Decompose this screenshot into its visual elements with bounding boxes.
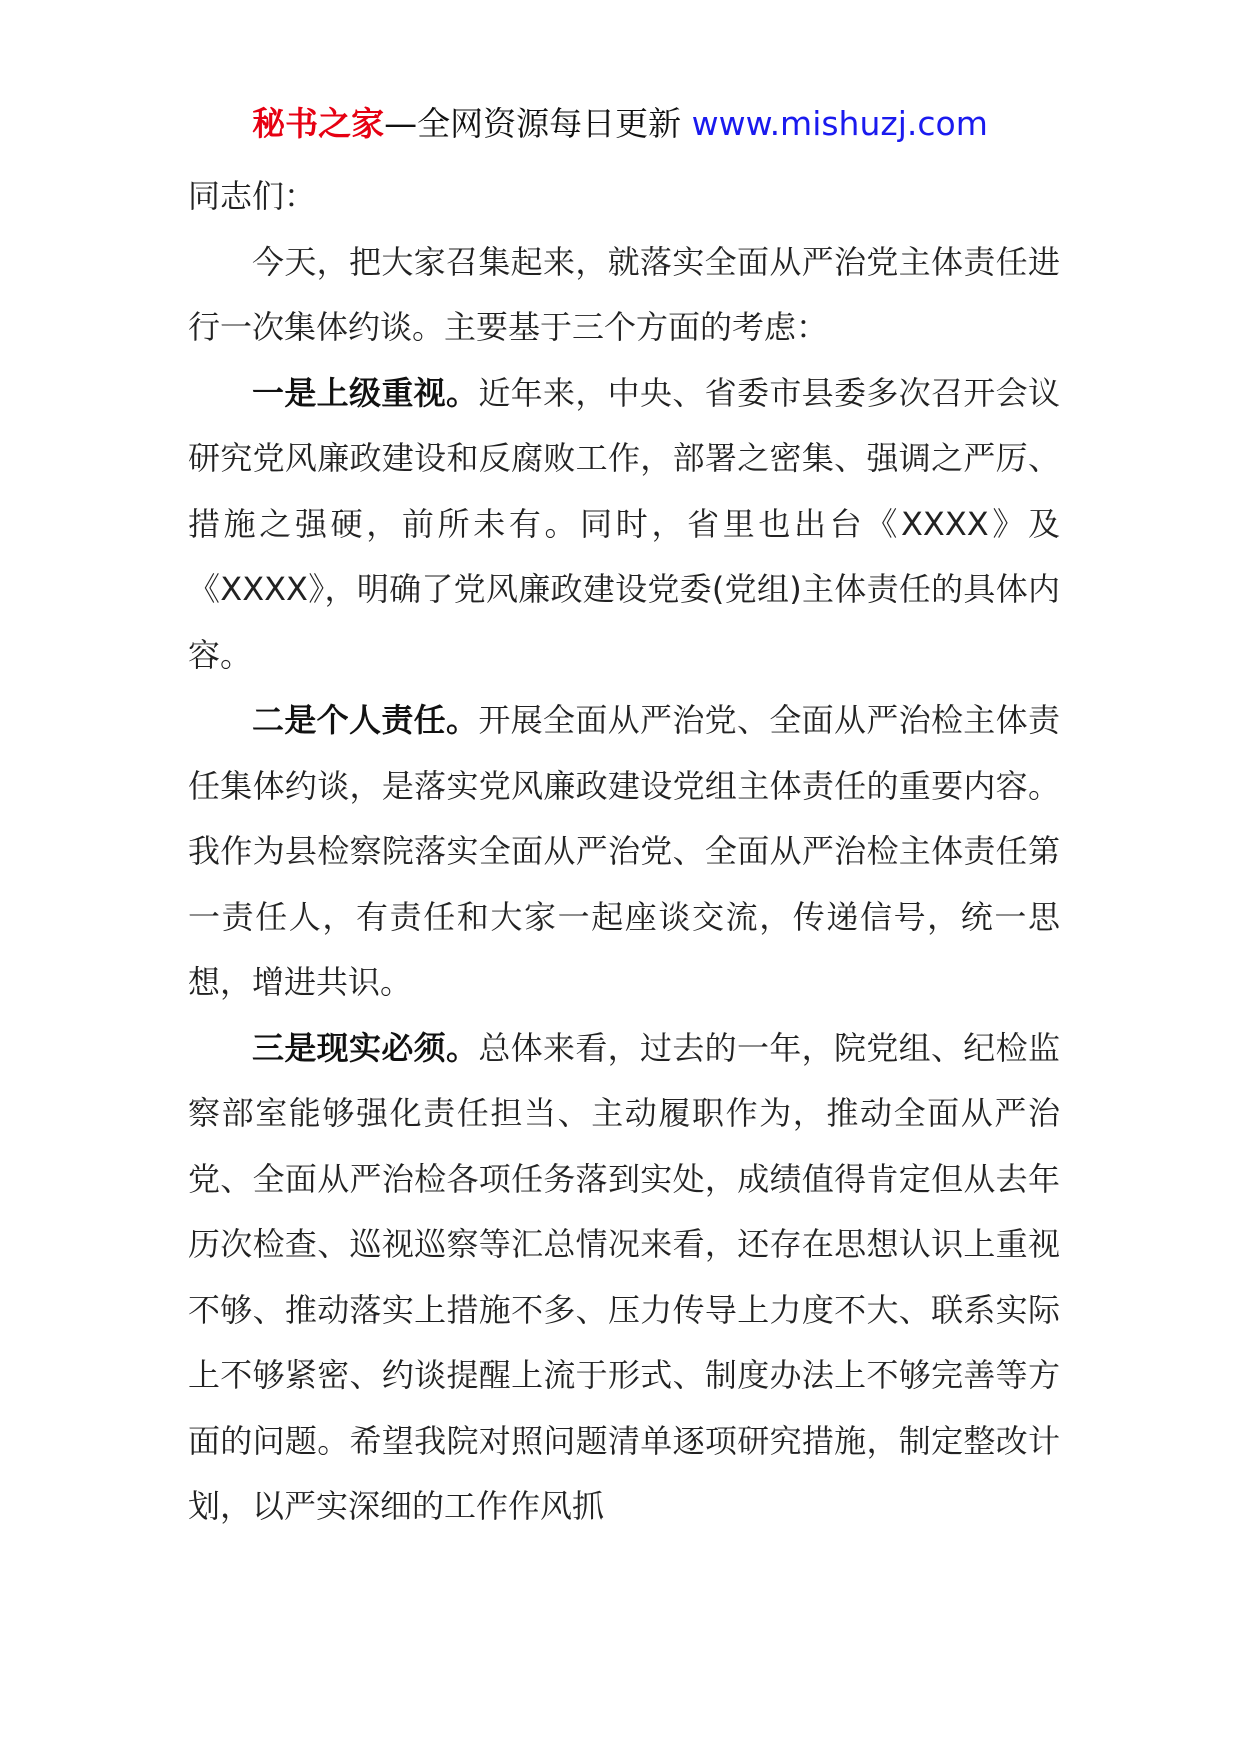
point-3-text: 总体来看，过去的一年，院党组、纪检监察部室能够强化责任担当、主动履职作为，推动全面从严治党、全面从严治检各项任务落到实处，成绩值得肯定但从去年历次检查、巡视巡察等汇总情况来看，还存在思想认识上重视不够、推动落实上措施不多、压力传导上力度不大、联系实际上不够紧密、约谈提醒上流于形式、制度办法上不够完善等方面的问题。希望我院对照问题清单逐项研究措施，制定整改计划，以严实深细的工作作风抓 <box>188 1028 1060 1525</box>
point-2-paragraph <box>188 688 1060 1016</box>
point-1-paragraph <box>188 361 1060 689</box>
point-3-paragraph <box>188 1016 1060 1540</box>
document-body <box>188 164 1060 1540</box>
point-3-heading: 三是现实必须。 <box>252 1028 479 1067</box>
intro-paragraph: 今天，把大家召集起来，就落实全面从严治党主体责任进行一次集体约谈。主要基于三个方面的考虑： <box>188 242 1060 346</box>
header-tagline: —全网资源每日更新 <box>384 104 682 143</box>
point-1-heading: 一是上级重视。 <box>252 373 479 412</box>
point-1-text: 近年来，中央、省委市县委多次召开会议研究党风廉政建设和反腐败工作，部署之密集、强调之严厉、措施之强硬，前所未有。同时，省里也出台《XXXX》及《XXXX》，明确了党风廉政建设党委(党组)主体责任的具体内容。 <box>188 373 1060 674</box>
site-url-link[interactable]: www.mishuzj.com <box>691 104 988 143</box>
site-header <box>0 100 1240 148</box>
point-2-heading: 二是个人责任。 <box>252 701 479 739</box>
salutation: 同志们： <box>188 177 317 215</box>
brand-name: 秘书之家 <box>252 104 385 143</box>
point-2-text: 开展全面从严治党、全面从严治检主体责任集体约谈，是落实党风廉政建设党组主体责任的重要内容。我作为县检察院落实全面从严治党、全面从严治检主体责任第一责任人，有责任和大家一起座谈交流，传递信号，统一思想，增进共识。 <box>188 701 1060 1001</box>
